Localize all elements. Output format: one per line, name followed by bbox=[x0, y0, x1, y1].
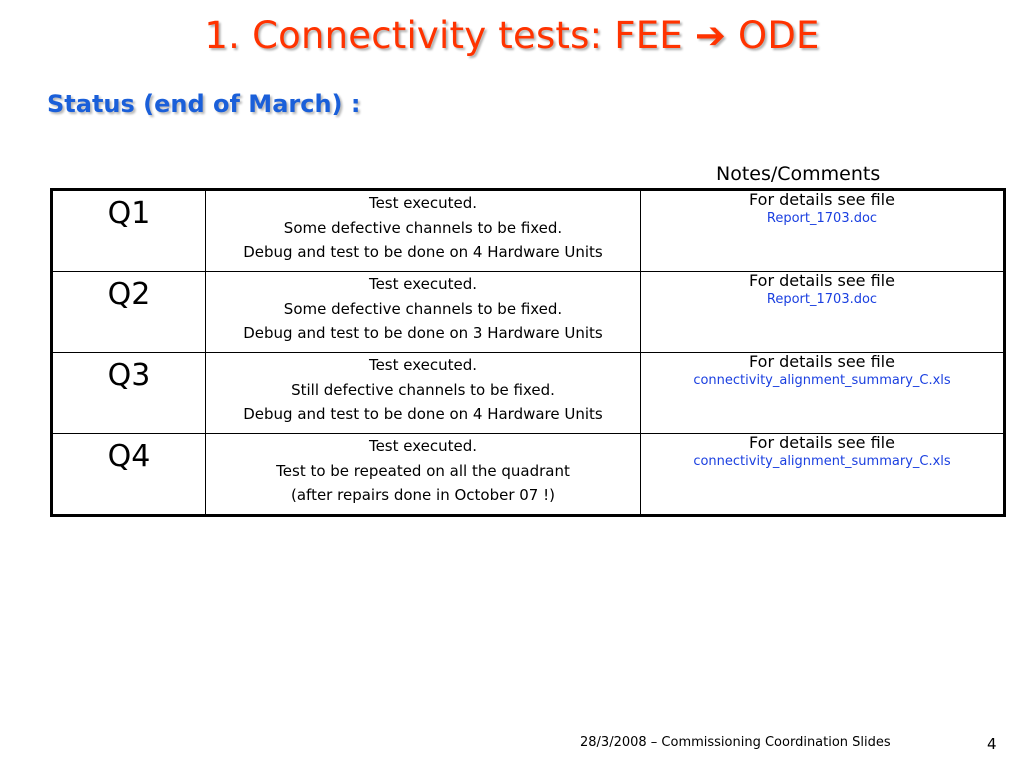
quadrant-label: Q1 bbox=[107, 196, 151, 231]
notes-column-header: Notes/Comments bbox=[716, 163, 881, 185]
description-line: Some defective channels to be fixed. bbox=[283, 299, 563, 318]
description-line: Debug and test to be done on 4 Hardware Units bbox=[243, 405, 603, 423]
notes-cell bbox=[641, 434, 1005, 516]
description-cell bbox=[206, 190, 641, 272]
page-number: 4 bbox=[987, 735, 997, 753]
description-line: Test executed. bbox=[368, 194, 478, 212]
note-text: For details see file bbox=[749, 352, 895, 371]
description-line: Test executed. bbox=[368, 356, 478, 374]
description-line: Still defective channels to be fixed. bbox=[291, 380, 555, 399]
notes-cell bbox=[641, 272, 1005, 353]
table-row bbox=[52, 434, 1005, 516]
quadrant-label: Q3 bbox=[107, 358, 151, 393]
table-row bbox=[52, 272, 1005, 353]
slide-footer: 28/3/2008 – Commissioning Coordination Slides bbox=[580, 735, 891, 750]
notes-cell bbox=[641, 353, 1005, 434]
description-line: Some defective channels to be fixed. bbox=[283, 218, 563, 237]
status-table bbox=[50, 188, 1006, 517]
table-row bbox=[52, 190, 1005, 272]
description-line: (after repairs done in October 07 !) bbox=[291, 486, 555, 504]
description-line: Debug and test to be done on 4 Hardware Units bbox=[243, 243, 603, 261]
slide-subtitle: Status (end of March) : bbox=[47, 90, 361, 118]
file-link[interactable]: connectivity_alignment_summary_C.xls bbox=[693, 454, 951, 469]
description-line: Test executed. bbox=[368, 437, 478, 455]
description-cell bbox=[206, 353, 641, 434]
description-line: Test executed. bbox=[368, 275, 478, 293]
quadrant-cell bbox=[52, 434, 206, 516]
file-link[interactable]: connectivity_alignment_summary_C.xls bbox=[693, 373, 951, 388]
quadrant-cell bbox=[52, 353, 206, 434]
description-cell bbox=[206, 434, 641, 516]
table-row bbox=[52, 353, 1005, 434]
note-text: For details see file bbox=[749, 433, 895, 452]
slide-title: 1. Connectivity tests: FEE ➔ ODE bbox=[204, 14, 820, 57]
file-link[interactable]: Report_1703.doc bbox=[766, 292, 878, 307]
description-line: Debug and test to be done on 3 Hardware Units bbox=[243, 324, 603, 342]
file-link[interactable]: Report_1703.doc bbox=[766, 211, 878, 226]
description-cell bbox=[206, 272, 641, 353]
quadrant-cell bbox=[52, 190, 206, 272]
quadrant-label: Q2 bbox=[107, 277, 151, 312]
description-line: Test to be repeated on all the quadrant bbox=[276, 461, 570, 480]
note-text: For details see file bbox=[749, 271, 895, 290]
quadrant-cell bbox=[52, 272, 206, 353]
quadrant-label: Q4 bbox=[107, 439, 151, 474]
notes-cell bbox=[641, 190, 1005, 272]
note-text: For details see file bbox=[749, 190, 895, 209]
